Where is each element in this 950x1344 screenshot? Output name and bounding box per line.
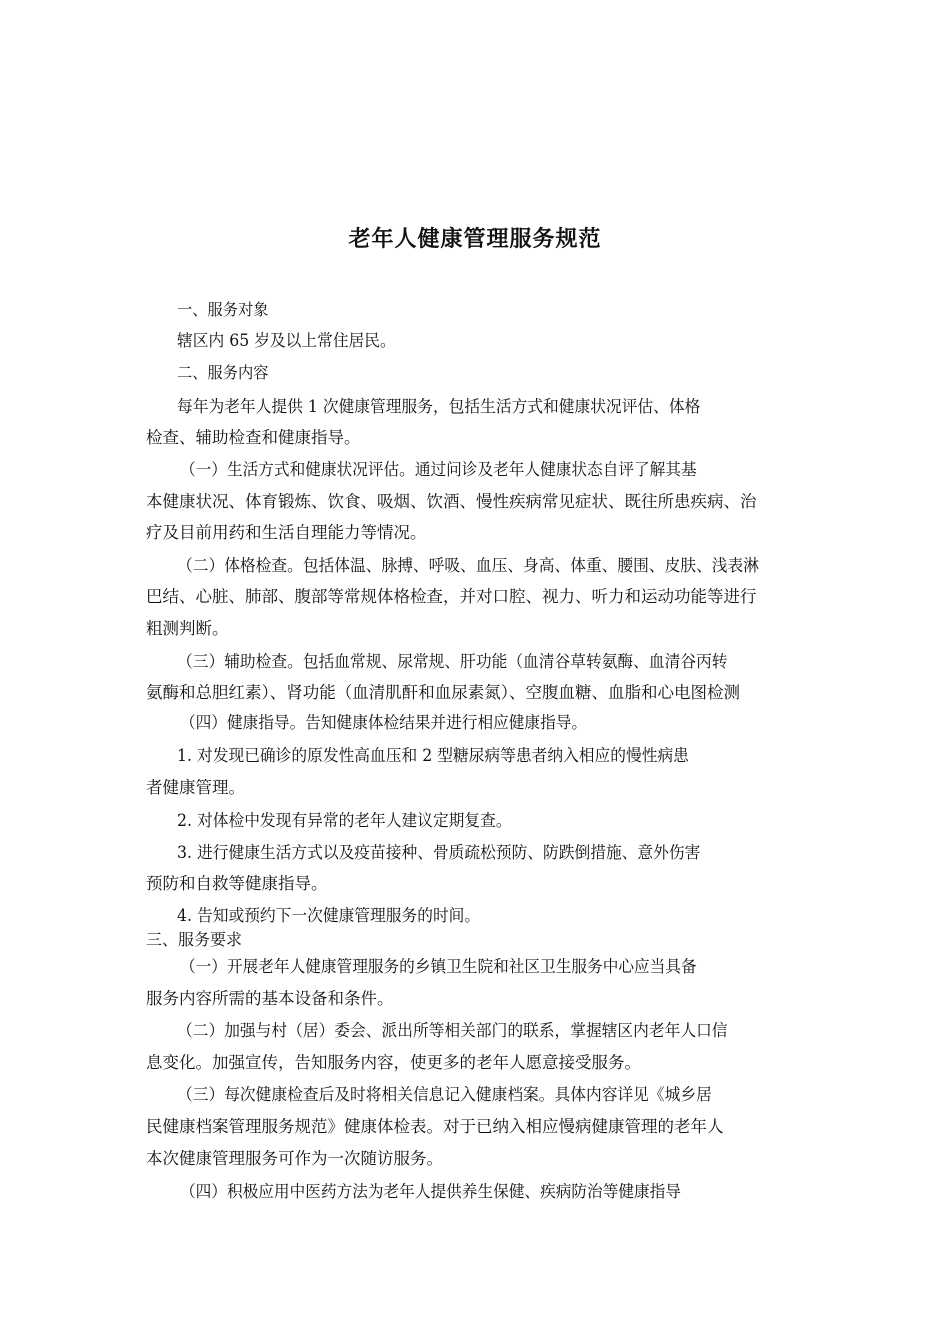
paragraph-line: 疗及目前用药和生活自理能力等情况。 — [146, 523, 427, 542]
paragraph-line: 者健康管理。 — [146, 778, 245, 797]
paragraph-line: 每年为老年人提供 1 次健康管理服务，包括生活方式和健康状况评估、体格 — [177, 397, 701, 416]
paragraph-line: （一）生活方式和健康状况评估。通过问诊及老年人健康状态自评了解其基 — [180, 460, 697, 479]
paragraph-line: 本次健康管理服务可作为一次随访服务。 — [146, 1149, 443, 1168]
paragraph-line: 3. 进行健康生活方式以及疫苗接种、骨质疏松预防、防跌倒措施、意外伤害 — [177, 843, 701, 862]
paragraph-line: 民健康档案管理服务规范》健康体检表。对于已纳入相应慢病健康管理的老年人 — [146, 1117, 724, 1136]
paragraph-line: 息变化。加强宣传，告知服务内容，使更多的老年人愿意接受服务。 — [146, 1053, 641, 1072]
paragraph-line: （二）体格检查。包括体温、脉搏、呼吸、血压、身高、体重、腰围、皮肤、浅表淋 — [177, 556, 759, 575]
paragraph-line: 巴结、心脏、肺部、腹部等常规体格检查，并对口腔、视力、听力和运动功能等进行 — [146, 587, 757, 606]
paragraph-line: 4. 告知或预约下一次健康管理服务的时间。 — [177, 906, 481, 925]
paragraph-line: 1. 对发现已确诊的原发性高血压和 2 型糖尿病等患者纳入相应的慢性病患 — [177, 746, 689, 765]
section-heading: 二、服务内容 — [177, 363, 269, 382]
paragraph-line: 检查、辅助检查和健康指导。 — [146, 428, 361, 447]
paragraph-line: （三）每次健康检查后及时将相关信息记入健康档案。具体内容详见《城乡居 — [177, 1085, 712, 1104]
paragraph-line: 2. 对体检中发现有异常的老年人建议定期复查。 — [177, 811, 512, 830]
section-heading: 一、服务对象 — [177, 300, 269, 319]
section-heading: 三、服务要求 — [146, 930, 243, 949]
paragraph-line: （二）加强与村（居）委会、派出所等相关部门的联系，掌握辖区内老年人口信 — [177, 1021, 728, 1040]
paragraph-line: 氨酶和总胆红素）、肾功能（血清肌酐和血尿素氮）、空腹血糖、血脂和心电图检测 — [146, 683, 740, 702]
paragraph-line: 粗测判断。 — [146, 619, 229, 638]
paragraph-line: 本健康状况、体育锻炼、饮食、吸烟、饮酒、慢性疾病常见症状、既往所患疾病、治 — [146, 492, 757, 511]
paragraph-line: （四）积极应用中医药方法为老年人提供养生保健、疾病防治等健康指导 — [180, 1182, 681, 1201]
paragraph-line: （一）开展老年人健康管理服务的乡镇卫生院和社区卫生服务中心应当具备 — [180, 957, 697, 976]
page-title: 老年人健康管理服务规范 — [348, 227, 602, 252]
paragraph-line: 辖区内 65 岁及以上常住居民。 — [177, 331, 396, 350]
paragraph-line: 服务内容所需的基本设备和条件。 — [146, 989, 394, 1008]
paragraph-line: 预防和自救等健康指导。 — [146, 874, 328, 893]
paragraph-line: （四）健康指导。告知健康体检结果并进行相应健康指导。 — [180, 713, 588, 732]
paragraph-line: （三）辅助检查。包括血常规、尿常规、肝功能（血清谷草转氨酶、血清谷丙转 — [177, 652, 728, 671]
